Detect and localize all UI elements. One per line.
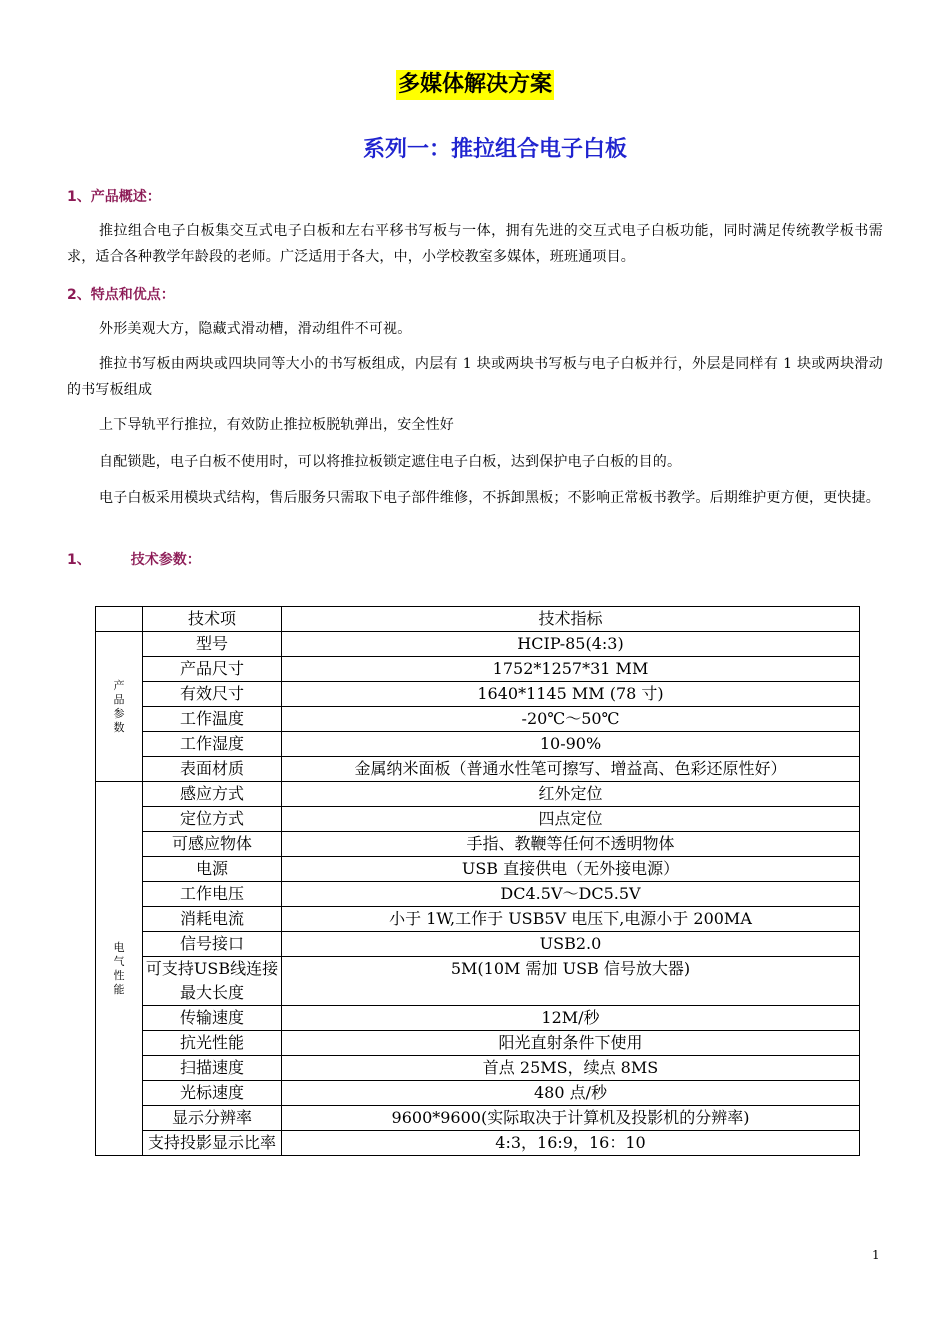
tech-heading-label: 技术参数： [130, 552, 201, 568]
spec-item: 工作湿度 [143, 732, 282, 757]
table-row [96, 832, 860, 857]
spec-value: 首点 25MS，续点 8MS [282, 1056, 860, 1081]
overview-heading: 1、产品概述： [67, 189, 161, 205]
spec-value: USB 直接供电（无外接电源） [282, 857, 860, 882]
table-row [96, 957, 860, 1006]
table-row [96, 757, 860, 782]
header-item: 技术项 [143, 607, 282, 632]
series-title: 系列一：推拉组合电子白板 [362, 137, 627, 162]
table-row [96, 882, 860, 907]
spec-value: 手指、教鞭等任何不透明物体 [282, 832, 860, 857]
spec-item: 感应方式 [143, 782, 282, 807]
table-row [96, 632, 860, 657]
spec-item: 产品尺寸 [143, 657, 282, 682]
feature-paragraph: 外形美观大方，隐藏式滑动槽，滑动组件不可视。 [99, 321, 412, 337]
spec-item: 可支持USB线连接最大长度 [143, 957, 282, 1006]
table-row [96, 682, 860, 707]
spec-value: 10-90% [282, 732, 860, 757]
spec-item: 工作温度 [143, 707, 282, 732]
table-row [96, 782, 860, 807]
spec-value: HCIP-85(4:3) [282, 632, 860, 657]
spec-value: -20℃～50℃ [282, 707, 860, 732]
table-row [96, 1006, 860, 1031]
spec-item: 传输速度 [143, 1006, 282, 1031]
spec-value: 红外定位 [282, 782, 860, 807]
table-row [96, 857, 860, 882]
spec-item: 可感应物体 [143, 832, 282, 857]
table-row [96, 707, 860, 732]
spec-item: 消耗电流 [143, 907, 282, 932]
spec-value: 小于 1W,工作于 USB5V 电压下,电源小于 200MA [282, 907, 860, 932]
table-header-row [96, 607, 860, 632]
feature-paragraph: 自配锁匙，电子白板不使用时，可以将推拉板锁定遮住电子白板，达到保护电子白板的目的。 [99, 454, 682, 470]
spec-value: 阳光直射条件下使用 [282, 1031, 860, 1056]
tech-heading-number: 1、 [67, 552, 91, 568]
spec-value: DC4.5V～DC5.5V [282, 882, 860, 907]
spec-item: 显示分辨率 [143, 1106, 282, 1131]
document-title: 多媒体解决方案 [396, 70, 554, 100]
feature-paragraph: 推拉书写板由两块或四块同等大小的书写板组成，内层有 1 块或两块书写板与电子白板并行，外层是同样有 1 块或两块滑动的书写板组成 [67, 356, 883, 398]
table-row [96, 807, 860, 832]
table-row [96, 932, 860, 957]
header-blank-cell [96, 607, 143, 632]
features-heading: 2、特点和优点： [67, 287, 175, 303]
spec-value: 4:3，16:9，16：10 [282, 1131, 860, 1156]
header-value: 技术指标 [282, 607, 860, 632]
table-row [96, 1031, 860, 1056]
table-row [96, 1056, 860, 1081]
table-row [96, 1106, 860, 1131]
spec-value: 480 点/秒 [282, 1081, 860, 1106]
spec-value: USB2.0 [282, 932, 860, 957]
spec-value: 四点定位 [282, 807, 860, 832]
spec-value: 金属纳米面板（普通水性笔可擦写、增益高、色彩还原性好） [282, 757, 860, 782]
table-row [96, 1081, 860, 1106]
group-label-product: 产品参数 [96, 632, 143, 782]
table-row [96, 907, 860, 932]
feature-paragraph: 电子白板采用模块式结构，售后服务只需取下电子部件维修，不拆卸黑板；不影响正常板书教学。后期维护更方便，更快捷。 [99, 490, 880, 506]
spec-item: 光标速度 [143, 1081, 282, 1106]
title-wrapper [0, 70, 950, 100]
spec-item: 有效尺寸 [143, 682, 282, 707]
spec-item: 型号 [143, 632, 282, 657]
spec-item: 工作电压 [143, 882, 282, 907]
feature-paragraph: 上下导轨平行推拉，有效防止推拉板脱轨弹出，安全性好 [99, 417, 454, 433]
tech-heading [67, 549, 201, 569]
table-row [96, 657, 860, 682]
spec-item: 表面材质 [143, 757, 282, 782]
spec-item: 信号接口 [143, 932, 282, 957]
page-number: 1 [872, 1248, 880, 1262]
spec-value: 1752*1257*31 MM [282, 657, 860, 682]
spec-item: 扫描速度 [143, 1056, 282, 1081]
spec-item: 抗光性能 [143, 1031, 282, 1056]
spec-value: 1640*1145 MM (78 寸) [282, 682, 860, 707]
overview-paragraph: 推拉组合电子白板集交互式电子白板和左右平移书写板与一体，拥有先进的交互式电子白板功能，同时满足传统教学板书需求，适合各种教学年龄段的老师。广泛适用于各大，中，小学校教室多媒体，班班通项目。 [67, 223, 883, 265]
spec-item: 定位方式 [143, 807, 282, 832]
spec-value: 5M(10M 需加 USB 信号放大器) [282, 957, 860, 1006]
group-label-electrical: 电气性能 [96, 782, 143, 1156]
spec-value: 9600*9600(实际取决于计算机及投影机的分辨率) [282, 1106, 860, 1131]
table-row [96, 1131, 860, 1156]
spec-item: 支持投影显示比率 [143, 1131, 282, 1156]
spec-value: 12M/秒 [282, 1006, 860, 1031]
spec-table [95, 606, 860, 1156]
spec-item: 电源 [143, 857, 282, 882]
table-row [96, 732, 860, 757]
